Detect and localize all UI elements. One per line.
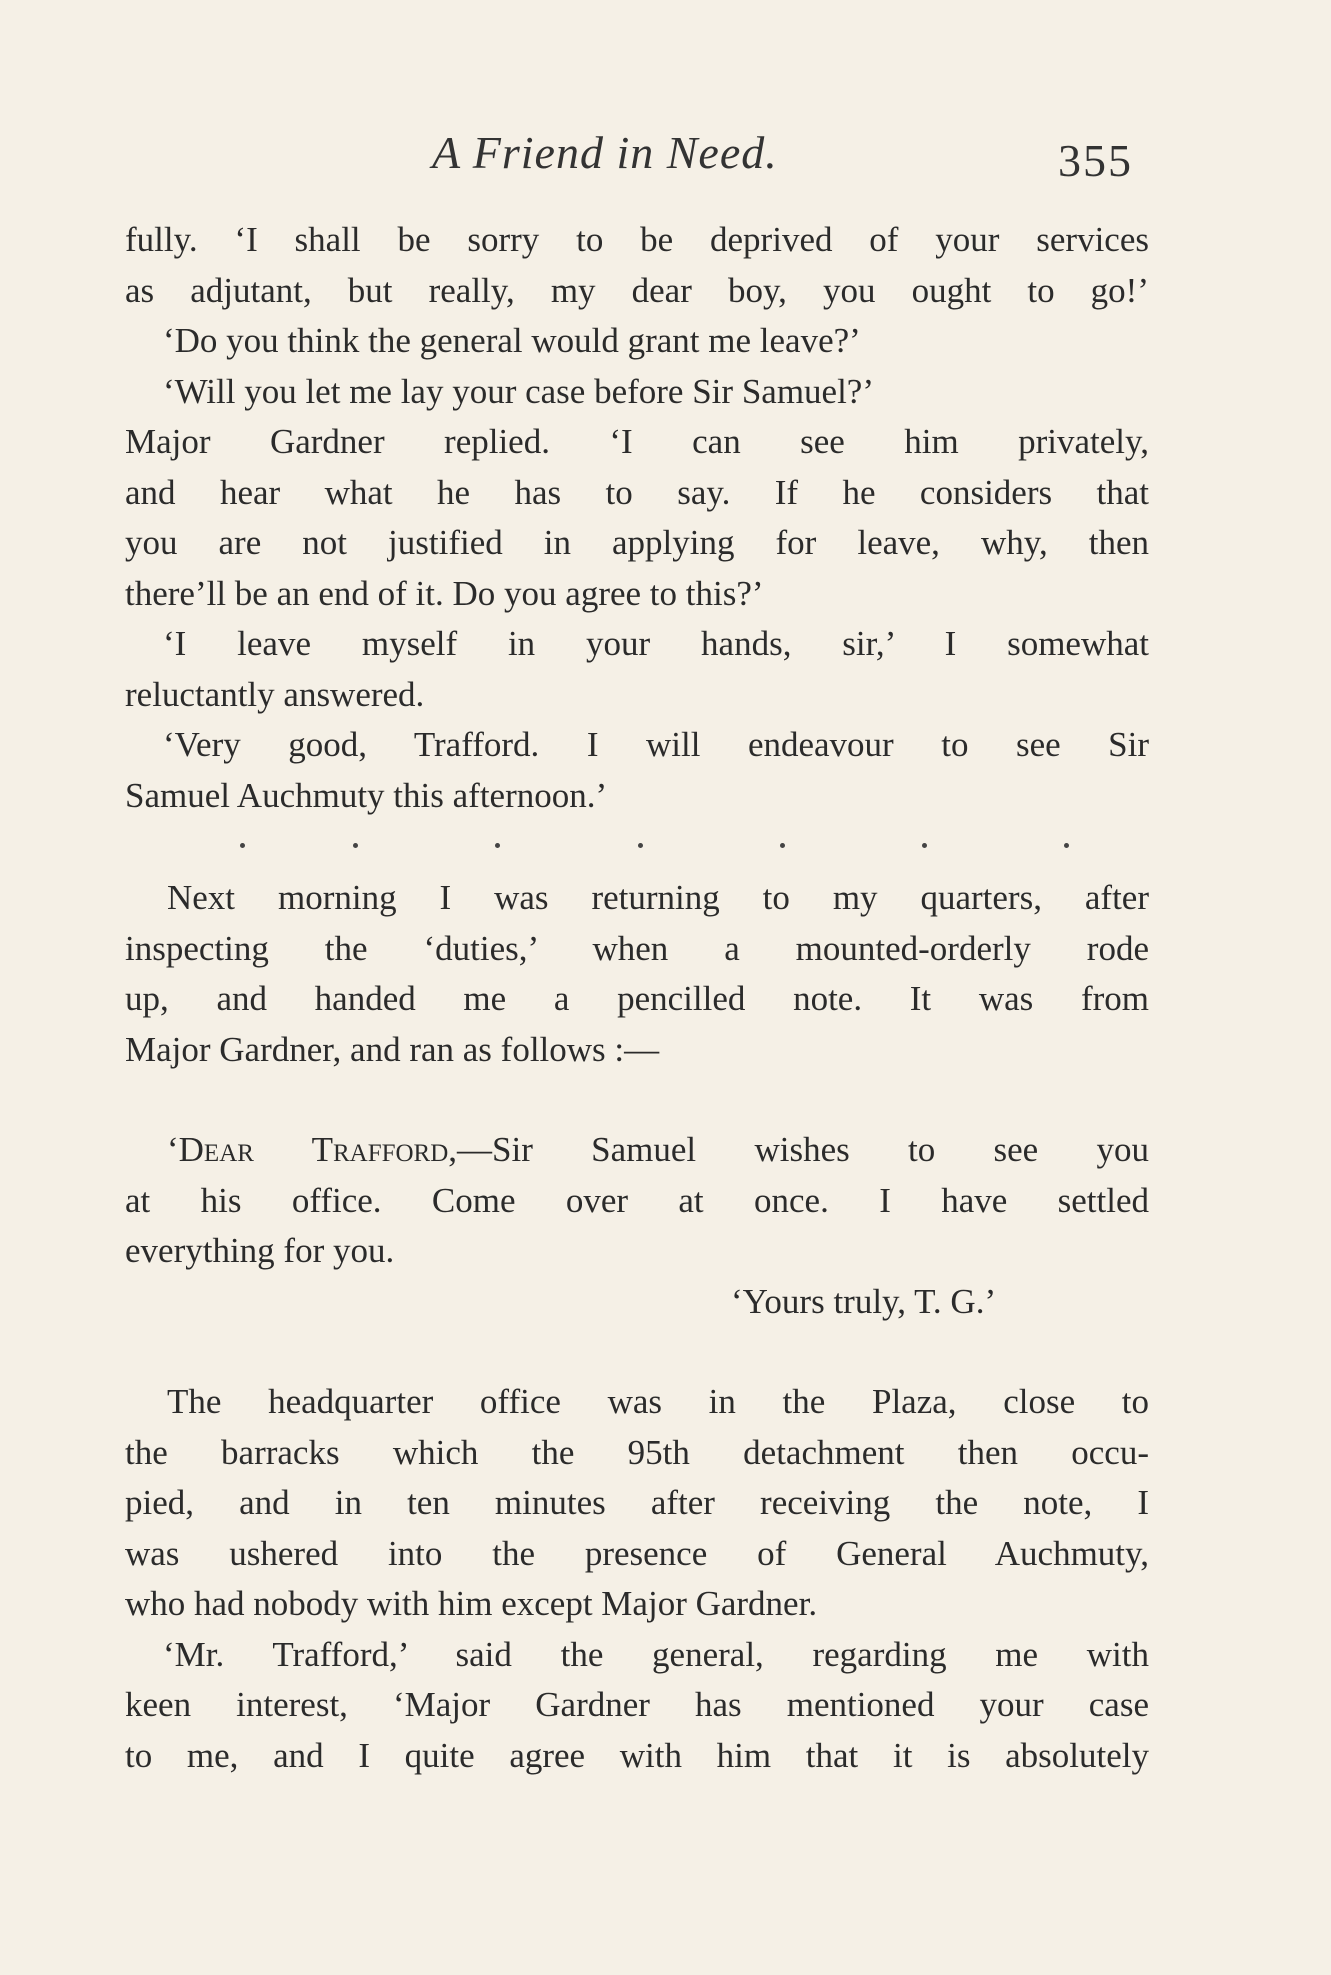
page-number: 355 bbox=[1058, 135, 1133, 186]
text-line: the barracks which the 95th detachment then occu- bbox=[125, 1432, 1149, 1472]
text-line: ‘Mr. Trafford,’ said the general, regarding me with bbox=[163, 1634, 1149, 1674]
text-line: pied, and in ten minutes after receiving the note, I bbox=[125, 1483, 1149, 1522]
ellipsis-dot bbox=[240, 843, 245, 848]
running-title: A Friend in Need. bbox=[432, 127, 778, 178]
paragraph-gap bbox=[125, 1075, 1149, 1125]
ellipsis-dot bbox=[353, 843, 358, 848]
text-line: to me, and I quite agree with him that it is absolutely bbox=[125, 1735, 1149, 1775]
letter-line: at his office. Come over at once. I have settled bbox=[125, 1180, 1149, 1220]
ellipsis-dot bbox=[922, 843, 927, 848]
body-text bbox=[125, 215, 1149, 1781]
ellipsis-dot bbox=[780, 843, 785, 848]
text-line: was ushered into the presence of General Auchmuty, bbox=[125, 1533, 1149, 1573]
text-line: ‘Do you think the general would grant me leave?’ bbox=[163, 321, 861, 360]
letter-signoff: ‘Yours truly, T. G.’ bbox=[731, 1281, 997, 1321]
text-line: up, and handed me a pencilled note. It was from bbox=[125, 979, 1149, 1018]
text-line: ‘Will you let me lay your case before Sir Samuel?’ bbox=[163, 371, 874, 411]
text-line: ‘Very good, Trafford. I will endeavour to see Sir bbox=[163, 725, 1149, 764]
letter-text: —Sir Samuel wishes to see you bbox=[457, 1130, 1149, 1169]
ellipsis-dot bbox=[638, 843, 643, 848]
text-line: as adjutant, but really, my dear boy, you ought to go!’ bbox=[125, 270, 1149, 310]
section-break-dots bbox=[125, 821, 1149, 873]
letter-line bbox=[125, 1125, 1149, 1176]
text-line: Samuel Auchmuty this afternoon.’ bbox=[125, 775, 608, 815]
text-line: fully. ‘I shall be sorry to be deprived of your services bbox=[125, 220, 1149, 259]
running-head bbox=[0, 120, 1331, 190]
text-line: Major Gardner replied. ‘I can see him privately, bbox=[125, 422, 1149, 461]
text-line: Major Gardner, and ran as follows :— bbox=[125, 1029, 660, 1069]
letter-line: everything for you. bbox=[125, 1231, 395, 1270]
text-line: ‘I leave myself in your hands, sir,’ I somewhat bbox=[163, 624, 1149, 663]
letter-salutation: ‘Dear Trafford, bbox=[167, 1130, 458, 1169]
text-line: Next morning I was returning to my quarters, after bbox=[167, 878, 1149, 917]
ellipsis-dot bbox=[1064, 843, 1069, 848]
ellipsis-dot bbox=[495, 843, 500, 848]
text-line: The headquarter office was in the Plaza, close to bbox=[167, 1382, 1149, 1421]
text-line: and hear what he has to say. If he considers that bbox=[125, 472, 1149, 512]
text-line: who had nobody with him except Major Gardner. bbox=[125, 1584, 818, 1623]
text-line: reluctantly answered. bbox=[125, 674, 425, 714]
paragraph-gap bbox=[125, 1327, 1149, 1377]
text-line: inspecting the ‘duties,’ when a mounted-orderly rode bbox=[125, 928, 1149, 968]
text-line: there’ll be an end of it. Do you agree to this?’ bbox=[125, 573, 764, 613]
text-line: you are not justified in applying for leave, why, then bbox=[125, 523, 1149, 562]
text-line: keen interest, ‘Major Gardner has mentioned your case bbox=[125, 1685, 1149, 1724]
